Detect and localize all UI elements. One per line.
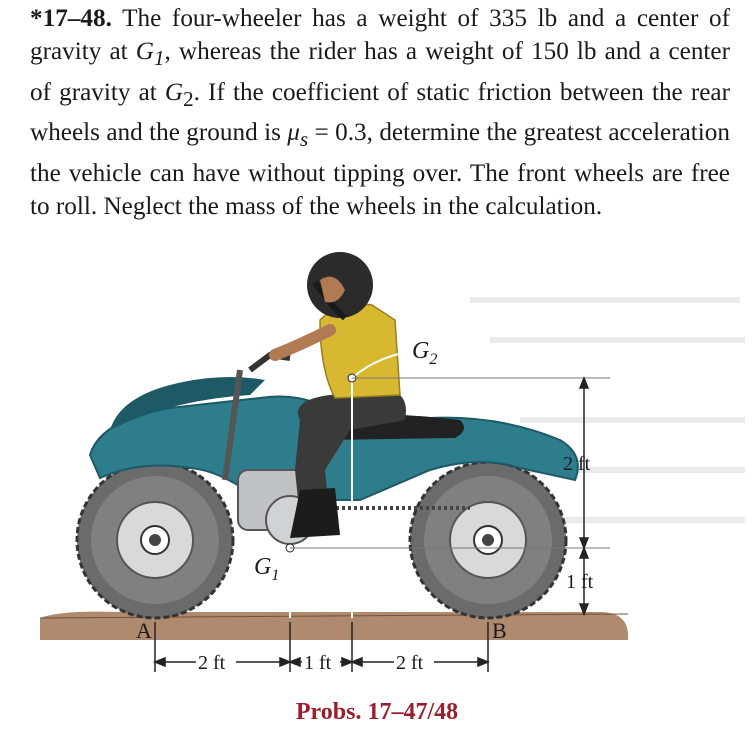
dim-horizontal-1: 2 ft xyxy=(198,652,226,674)
dim-vertical-lower: 1 ft xyxy=(566,571,594,593)
problem-text-part3: . If the coefficient of static friction between the rear wheels and the ground is xyxy=(30,78,730,147)
mu-subscript: s xyxy=(299,127,309,152)
label-a: A xyxy=(136,618,152,643)
g2-symbol: G xyxy=(164,78,184,106)
g2-subscript: 2 xyxy=(183,86,194,111)
problem-number: *17–48. xyxy=(30,5,112,32)
rear-wheel xyxy=(77,462,233,618)
mu-symbol: μ xyxy=(287,119,300,147)
problem-text-part2: , whereas the rider has a weight of 150 lb and a center of gravity at xyxy=(30,38,730,106)
dim-horizontal-3: 2 ft xyxy=(396,652,424,674)
label-b: B xyxy=(492,618,507,643)
label-g2: $G_2$ xyxy=(412,338,438,368)
g1-subscript: 1 xyxy=(154,46,165,71)
label-g1: $G_1$ xyxy=(254,554,280,584)
problem-text-part1: The four-wheeler has a weight of 335 lb and a center of gravity at xyxy=(30,5,731,66)
g1-symbol: G xyxy=(135,38,154,66)
dim-vertical-upper: 2 ft xyxy=(563,453,591,475)
problem-text-part4: = 0.3, determine the greatest acceleration the vehicle can have without tipping over. The front wheels are free to roll. Neglect the mass of the wheels in the calculation. xyxy=(30,119,730,221)
front-wheel xyxy=(410,462,566,618)
dim-horizontal-2: 1 ft xyxy=(304,652,332,674)
figure-caption: Probs. 17–47/48 xyxy=(295,699,459,725)
